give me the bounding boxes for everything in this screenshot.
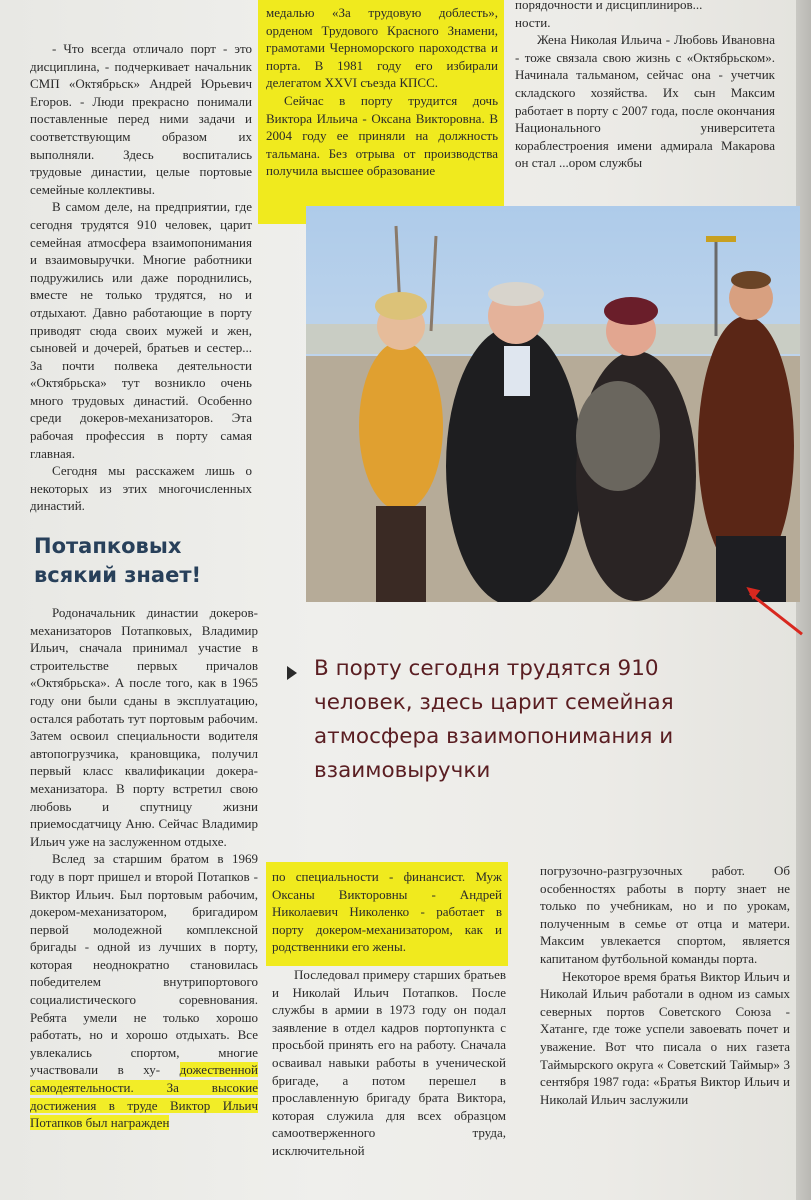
intro-paragraph-2: В самом деле, на предприятии, где сегодня трудятся 910 человек, царит семейная атмосфера взаимопонимания и взаимовыручки. Многие работники подружились или даже породнились, вместе не только трудятся, но и отдыхают. Давно работающие в порту приводят сюда своих мужей и жен, сыновей и дочерей, братьев и сестер... За почти полвека деятельности «Октябрьска» тут возникло очень много трудовых династий. Особенно среди докеров-механизаторов. Эта рабочая профессия в порту самая главная. — [30, 199, 252, 461]
top-right-fragment: порядочности и дисциплиниров... — [515, 0, 703, 12]
wife-paragraph: Жена Николая Ильича - Любовь Ивановна - тоже связала свою жизнь с «Октябрьском». Начинала тальманом, сейчас она - учетчик складского хозяйства. Их сын Максим работает в порту с 2007 года, после окончания Национального университета кораблестроения имени адмирала Макарова он стал ...ором службы — [515, 32, 775, 171]
nikolai-paragraph: Последовал примеру старших братьев и Николай Ильич Потапков. После службы в армии в 1973 году он подал заявление в отдел кадров портопункта с просьбой принять его на работу. Сначала осваивал навыки работы в ученической бригаде, а потом перешел в прославленную бригаду брата Виктора, которая служила для всех образцом самоотверженного труда, исключительной — [272, 967, 506, 1158]
viktor-paragraph — [30, 850, 258, 1132]
highlighted-box-bottom — [266, 862, 508, 966]
photo-illustration — [306, 206, 800, 602]
heading-line-2: всякий знает! — [34, 563, 202, 587]
brothers-paragraph: Некоторое время братья Виктор Ильич и Николай Ильич работали в одном из самых северных портов Советского Союза - Хатанге, где тоже успели завоевать почет и уважение. Вот что писала о них газета Таймырского округа « Советский Таймыр» 3 сентября 1987 года: «Братья Виктор Ильич и Николай Ильич заслужили — [540, 968, 790, 1107]
viktor-paragraph-highlighted: дожественной самодеятельности. За высокие достижения в труде Виктор Ильич Потапков был награжден — [30, 1062, 259, 1131]
husband-paragraph: по специальности - финансист. Муж Оксаны Викторовны - Андрей Николаевич Николенко - работает в порту докером-механизатором, как и родственники его жены. — [272, 869, 502, 955]
pull-quote: В порту сегодня трудятся 910 человек, здесь царит семейная атмосфера взаимопонимания и взаимовыручки — [314, 656, 674, 783]
family-photo — [306, 206, 800, 602]
right-column — [540, 862, 790, 1108]
intro-paragraph-3: Сегодня мы расскажем лишь о некоторых из этих многочисленных династий. — [30, 463, 252, 514]
intro-paragraph-1: - Что всегда отличало порт - это дисциплина, - подчеркивает начальник СМП «Октябрьск» Андрей Юрьевич Егоров. - Люди прекрасно понимали поставленные перед ними задачи и соответствующим образом их выполняли. Здесь воспитались трудовые династии, целые портовые семейные коллективы. — [30, 41, 252, 197]
section-heading — [34, 532, 264, 590]
daughter-paragraph: Сейчас в порту трудится дочь Виктора Ильича - Оксана Викторовна. В 2004 году ее приняли на должность тальмана. Без отрыва от производства получила высшее образование — [266, 92, 498, 179]
viktor-paragraph-text: Вслед за старшим братом в 1969 году в порт пришел и второй Потапков - Виктор Ильич. Был портовым рабочим, докером-механизатором, бригадиром первой молодежной комплексной бригады - одной из лучших в порту, которая неоднократно становилась победителем внутрипортового социалистического соревнования. Ребята умели не только хорошо работать, но и хорошо отдыхать. Все увлекались спортом, многие участвовали в ху- — [30, 851, 258, 1078]
heading-line-1: Потапковых — [34, 534, 182, 558]
top-right-fragment-2: ности. — [515, 14, 551, 30]
left-column — [30, 604, 258, 1132]
maxim-paragraph: погрузочно-разгрузочных работ. Об особенностях работы в порту знает не только по учебникам, но и по урокам, полученным в семье от отца и матери. Максим увлекается спортом, является капитаном футбольной команды порта. — [540, 863, 790, 966]
award-paragraph: медалью «За трудовую доблесть», орденом Трудового Красного Знамени, грамотами Черноморского пароходства и порта. В 1981 году его избирали делегатом XXVI съезда КПСС. — [266, 5, 498, 91]
top-right-column — [515, 0, 775, 172]
highlighted-box-top — [258, 0, 504, 224]
founder-paragraph: Родоначальник династии докеров-механизаторов Потапковых, Владимир Ильич, сначала принимал участие в строительстве первых причалов «Октябрьска». А после того, как в 1965 году они были сданы в эксплуатацию, остался работать тут портовым рабочим. Затем освоил специальности водителя автопогрузчика, крановщика, получил первый класс квалификации докера-механизатора. В порту встретил свою любовь и спутницу жизни приемосдатчицу Аню. Сейчас Владимир Ильич уже на заслуженном отдыхе. — [30, 605, 258, 849]
middle-column — [272, 966, 506, 1160]
intro-column — [30, 40, 252, 515]
